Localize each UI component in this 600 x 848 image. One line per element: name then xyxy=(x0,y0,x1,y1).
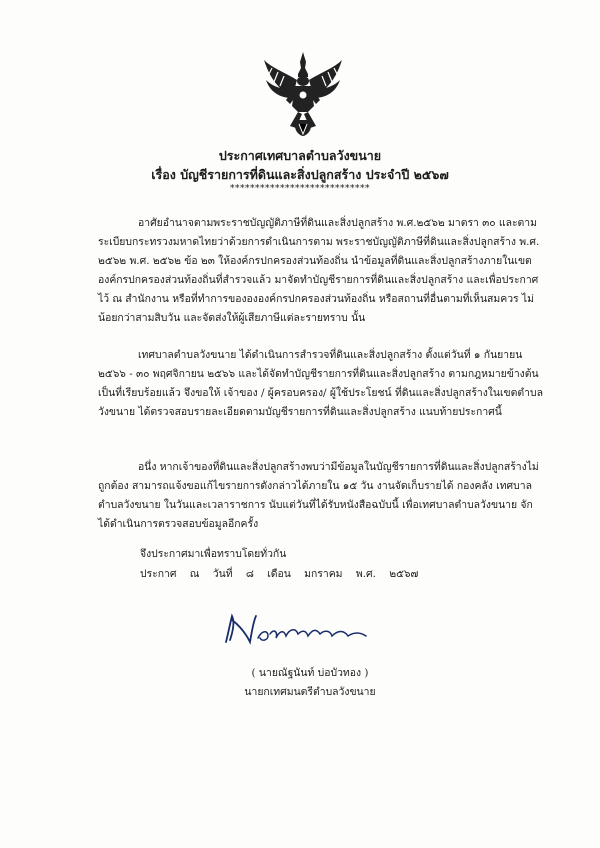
paragraph-3-text: อนึ่ง หากเจ้าของที่ดินและสิ่งปลูกสร้างพบว่ามีข้อมูลในบัญชีรายการที่ดินและสิ่งปลูกสร้างไม่ถูกต้อง สามารถแจ้งขอแก้ไขรายการดังกล่าวได้ภายใน ๑๕ วัน งานจัดเก็บรายได้ กองคลัง เทศบาลตำบลวังขนาย ในวันและเวลาราชการ นับแต่วันที่ได้รับหนังสือฉบับนี้ เพื่อเทศบาลตำบลวังขนาย จักได้ดำเนินการตรวจสอบข้อมูลอีกครั้ง xyxy=(98,461,539,530)
signer-position: นายกเทศมนตรีตำบลวังขนาย xyxy=(244,686,376,698)
handwritten-signature-icon xyxy=(220,610,390,650)
title-divider: **************************** xyxy=(230,184,370,194)
closing-statement: จึงประกาศมาเพื่อทราบโดยทั่วกัน xyxy=(140,548,287,560)
garuda-emblem-icon xyxy=(262,50,344,138)
date-month: มกราคม xyxy=(304,568,343,580)
date-year-label: พ.ศ. xyxy=(355,568,376,580)
announcement-subject: เรื่อง บัญชีรายการที่ดินและสิ่งปลูกสร้าง ประจำปี ๒๕๖๗ xyxy=(151,167,449,182)
paragraph-1-text: อาศัยอำนาจตามพระราชบัญญัติภาษีที่ดินและสิ่งปลูกสร้าง พ.ศ.๒๕๖๒ มาตรา ๓๐ และตามระเบียบกระทรวงมหาดไทยว่าด้วยการดำเนินการตาม พระราชบัญญัติภาษีที่ดินและสิ่งปลูกสร้าง พ.ศ. ๒๕๖๒ พ.ศ. ๒๕๖๒ ข้อ ๒๓ ให้องค์กรปกครองส่วนท้องถิ่น นำข้อมูลที่ดินและสิ่งปลูกสร้างภายในเขตองค์กรปกครองส่วนท้องถิ่นที่สำรวจแล้ว มาจัดทำบัญชีรายการที่ดินและสิ่งปลูกสร้าง และเพื่อประกาศไว้ ณ สำนักงาน หรือที่ทำการของององค์กรปกครองส่วนท้องถิ่น หรือสถานที่อื่นตามที่เห็นสมควร ไม่น้อยกว่าสามสิบวัน และจัดส่งให้ผู้เสียภาษีแต่ละรายทราบ นั้น xyxy=(98,217,540,324)
body-paragraph-1 xyxy=(98,214,544,328)
date-at-word: ณ xyxy=(189,568,200,580)
announcement-date xyxy=(140,565,428,582)
date-month-label: เดือน xyxy=(267,568,291,580)
paragraph-2-text: เทศบาลตำบลวังขนาย ได้ดำเนินการสำรวจที่ดินและสิ่งปลูกสร้าง ตั้งแต่วันที่ ๑ กันยายน ๒๕๖๖ - ๓๐ พฤศจิกายน ๒๕๖๖ และได้จัดทำบัญชีรายการที่ดินและสิ่งปลูกสร้าง ตามกฎหมายข้างต้นเป็นที่เรียบร้อยแล้ว จึงขอให้ เจ้าของ / ผู้ครอบครอง/ ผู้ใช้ประโยชน์ ที่ดินและสิ่งปลูกสร้างในเขตตำบลวังขนาย ได้ตรวจสอบรายละเอียดตามบัญชีรายการที่ดินและสิ่งปลูกสร้าง แนบท้ายประกาศนี้ xyxy=(98,349,543,418)
body-paragraph-3 xyxy=(98,458,544,534)
body-paragraph-2 xyxy=(98,346,544,422)
date-announced-label: ประกาศ xyxy=(140,568,177,580)
signer-name: ( นายณัฐนันท์ บ่อบัวทอง ) xyxy=(251,667,369,679)
announcement-title: ประกาศเทศบาลตำบลวังขนาย xyxy=(218,148,382,163)
date-day: ๘ xyxy=(245,568,254,580)
date-day-label: วันที่ xyxy=(212,568,233,580)
date-year: ๒๕๖๗ xyxy=(389,568,419,580)
